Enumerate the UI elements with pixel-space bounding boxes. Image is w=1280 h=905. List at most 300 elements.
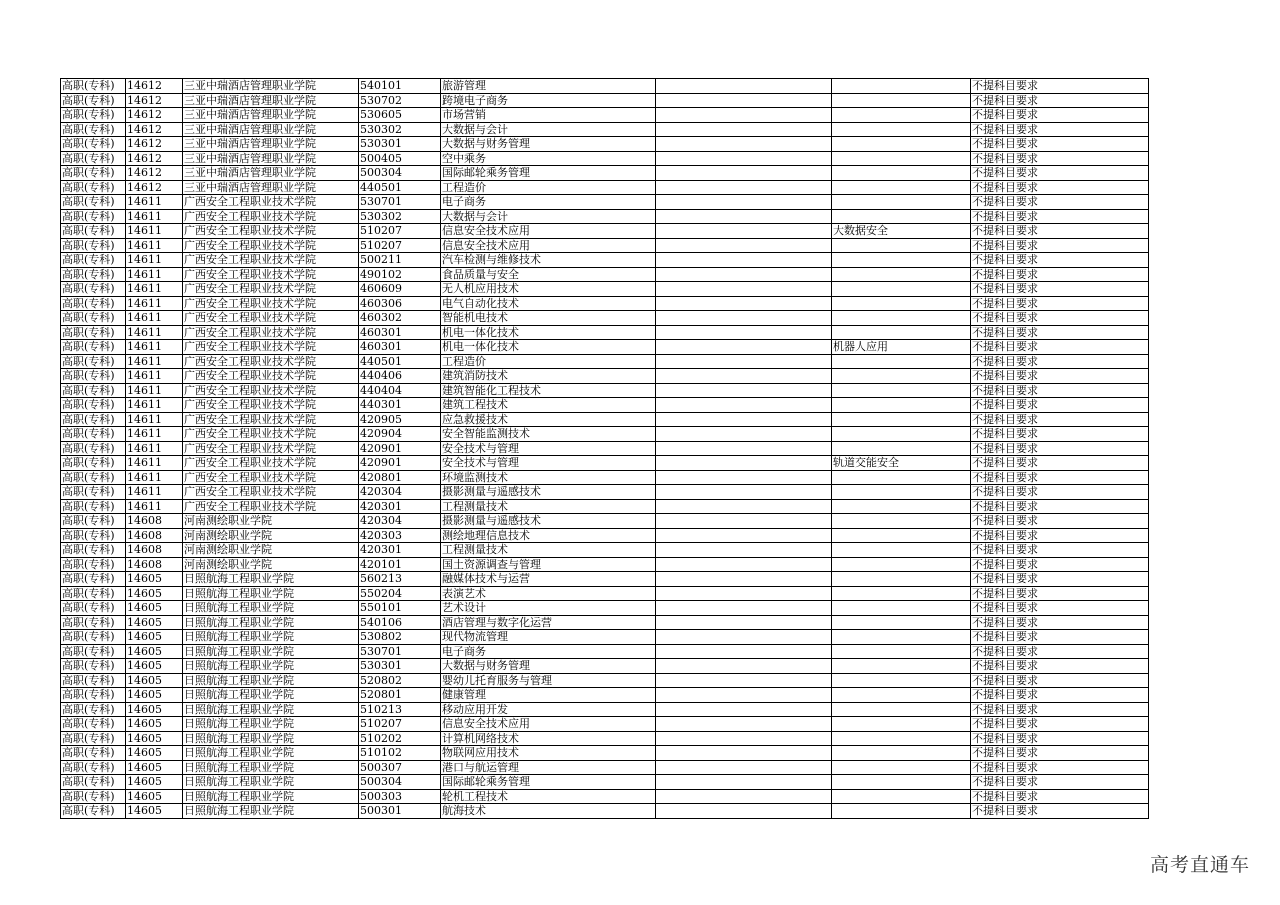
cell-major-code: 530701 bbox=[359, 644, 441, 659]
cell-major-name: 跨境电子商务 bbox=[441, 93, 656, 108]
cell-school-code: 14605 bbox=[126, 789, 183, 804]
table-row bbox=[61, 122, 1149, 137]
cell-level: 高职(专科) bbox=[61, 137, 126, 152]
table-row bbox=[61, 427, 1149, 442]
cell-school-code: 14612 bbox=[126, 180, 183, 195]
cell-note bbox=[656, 354, 832, 369]
cell-subject-requirement: 不提科目要求 bbox=[971, 383, 1149, 398]
table-row bbox=[61, 572, 1149, 587]
table-row bbox=[61, 340, 1149, 355]
cell-direction bbox=[832, 470, 971, 485]
cell-school-name: 广西安全工程职业技术学院 bbox=[183, 209, 359, 224]
cell-major-name: 物联网应用技术 bbox=[441, 746, 656, 761]
cell-level: 高职(专科) bbox=[61, 441, 126, 456]
cell-direction bbox=[832, 369, 971, 384]
cell-major-code: 460301 bbox=[359, 340, 441, 355]
cell-major-code: 530802 bbox=[359, 630, 441, 645]
table-row bbox=[61, 93, 1149, 108]
cell-subject-requirement: 不提科目要求 bbox=[971, 296, 1149, 311]
cell-direction bbox=[832, 760, 971, 775]
cell-note bbox=[656, 760, 832, 775]
cell-school-code: 14611 bbox=[126, 369, 183, 384]
cell-level: 高职(专科) bbox=[61, 702, 126, 717]
cell-level: 高职(专科) bbox=[61, 311, 126, 326]
cell-note bbox=[656, 122, 832, 137]
cell-school-code: 14611 bbox=[126, 209, 183, 224]
cell-note bbox=[656, 717, 832, 732]
cell-note bbox=[656, 644, 832, 659]
cell-major-code: 530301 bbox=[359, 659, 441, 674]
cell-level: 高职(专科) bbox=[61, 485, 126, 500]
cell-school-code: 14605 bbox=[126, 601, 183, 616]
cell-school-name: 三亚中瑞酒店管理职业学院 bbox=[183, 166, 359, 181]
cell-direction bbox=[832, 441, 971, 456]
cell-school-name: 广西安全工程职业技术学院 bbox=[183, 412, 359, 427]
cell-note bbox=[656, 296, 832, 311]
cell-direction bbox=[832, 195, 971, 210]
cell-school-code: 14608 bbox=[126, 514, 183, 529]
table-row bbox=[61, 688, 1149, 703]
cell-school-code: 14608 bbox=[126, 557, 183, 572]
cell-major-name: 国际邮轮乘务管理 bbox=[441, 775, 656, 790]
cell-major-name: 无人机应用技术 bbox=[441, 282, 656, 297]
cell-note bbox=[656, 615, 832, 630]
cell-school-code: 14611 bbox=[126, 325, 183, 340]
table-row bbox=[61, 195, 1149, 210]
table-row bbox=[61, 746, 1149, 761]
cell-level: 高职(专科) bbox=[61, 209, 126, 224]
cell-school-code: 14612 bbox=[126, 151, 183, 166]
cell-note bbox=[656, 557, 832, 572]
cell-major-name: 安全智能监测技术 bbox=[441, 427, 656, 442]
cell-note bbox=[656, 586, 832, 601]
cell-major-name: 酒店管理与数字化运营 bbox=[441, 615, 656, 630]
cell-level: 高职(专科) bbox=[61, 340, 126, 355]
cell-major-code: 560213 bbox=[359, 572, 441, 587]
cell-subject-requirement: 不提科目要求 bbox=[971, 224, 1149, 239]
cell-school-name: 广西安全工程职业技术学院 bbox=[183, 383, 359, 398]
cell-major-name: 汽车检测与维修技术 bbox=[441, 253, 656, 268]
cell-school-code: 14612 bbox=[126, 108, 183, 123]
table-row bbox=[61, 499, 1149, 514]
cell-major-name: 移动应用开发 bbox=[441, 702, 656, 717]
cell-direction bbox=[832, 688, 971, 703]
table-row bbox=[61, 702, 1149, 717]
cell-level: 高职(专科) bbox=[61, 688, 126, 703]
cell-school-code: 14608 bbox=[126, 528, 183, 543]
cell-note bbox=[656, 702, 832, 717]
cell-subject-requirement: 不提科目要求 bbox=[971, 615, 1149, 630]
cell-subject-requirement: 不提科目要求 bbox=[971, 209, 1149, 224]
cell-major-code: 510213 bbox=[359, 702, 441, 717]
cell-level: 高职(专科) bbox=[61, 659, 126, 674]
cell-subject-requirement: 不提科目要求 bbox=[971, 93, 1149, 108]
cell-school-name: 广西安全工程职业技术学院 bbox=[183, 499, 359, 514]
cell-direction bbox=[832, 746, 971, 761]
cell-note bbox=[656, 238, 832, 253]
cell-direction: 机器人应用 bbox=[832, 340, 971, 355]
cell-subject-requirement: 不提科目要求 bbox=[971, 325, 1149, 340]
table-row bbox=[61, 180, 1149, 195]
cell-school-name: 日照航海工程职业学院 bbox=[183, 804, 359, 819]
cell-subject-requirement: 不提科目要求 bbox=[971, 470, 1149, 485]
cell-level: 高职(专科) bbox=[61, 93, 126, 108]
cell-note bbox=[656, 470, 832, 485]
cell-school-name: 河南测绘职业学院 bbox=[183, 557, 359, 572]
cell-level: 高职(专科) bbox=[61, 282, 126, 297]
cell-note bbox=[656, 499, 832, 514]
cell-major-code: 530605 bbox=[359, 108, 441, 123]
cell-subject-requirement: 不提科目要求 bbox=[971, 195, 1149, 210]
cell-major-name: 环境监测技术 bbox=[441, 470, 656, 485]
cell-subject-requirement: 不提科目要求 bbox=[971, 441, 1149, 456]
cell-level: 高职(专科) bbox=[61, 543, 126, 558]
cell-subject-requirement: 不提科目要求 bbox=[971, 122, 1149, 137]
cell-school-name: 河南测绘职业学院 bbox=[183, 543, 359, 558]
cell-level: 高职(专科) bbox=[61, 427, 126, 442]
cell-school-name: 日照航海工程职业学院 bbox=[183, 702, 359, 717]
cell-level: 高职(专科) bbox=[61, 166, 126, 181]
cell-school-name: 广西安全工程职业技术学院 bbox=[183, 282, 359, 297]
cell-note bbox=[656, 282, 832, 297]
cell-school-name: 广西安全工程职业技术学院 bbox=[183, 398, 359, 413]
cell-school-name: 河南测绘职业学院 bbox=[183, 528, 359, 543]
cell-school-name: 广西安全工程职业技术学院 bbox=[183, 238, 359, 253]
cell-note bbox=[656, 398, 832, 413]
cell-level: 高职(专科) bbox=[61, 267, 126, 282]
cell-school-code: 14611 bbox=[126, 296, 183, 311]
cell-major-code: 440301 bbox=[359, 398, 441, 413]
cell-major-code: 420303 bbox=[359, 528, 441, 543]
cell-major-name: 安全技术与管理 bbox=[441, 441, 656, 456]
cell-direction bbox=[832, 775, 971, 790]
cell-subject-requirement: 不提科目要求 bbox=[971, 528, 1149, 543]
cell-major-code: 550204 bbox=[359, 586, 441, 601]
cell-major-name: 国土资源调查与管理 bbox=[441, 557, 656, 572]
cell-major-code: 500307 bbox=[359, 760, 441, 775]
cell-major-code: 500304 bbox=[359, 775, 441, 790]
table-row bbox=[61, 369, 1149, 384]
table-row bbox=[61, 108, 1149, 123]
cell-major-name: 港口与航运管理 bbox=[441, 760, 656, 775]
cell-level: 高职(专科) bbox=[61, 369, 126, 384]
cell-major-code: 420905 bbox=[359, 412, 441, 427]
cell-school-code: 14605 bbox=[126, 586, 183, 601]
cell-subject-requirement: 不提科目要求 bbox=[971, 369, 1149, 384]
cell-level: 高职(专科) bbox=[61, 789, 126, 804]
cell-school-code: 14612 bbox=[126, 122, 183, 137]
table-row bbox=[61, 354, 1149, 369]
cell-subject-requirement: 不提科目要求 bbox=[971, 267, 1149, 282]
cell-subject-requirement: 不提科目要求 bbox=[971, 514, 1149, 529]
cell-major-name: 工程造价 bbox=[441, 180, 656, 195]
cell-major-name: 电子商务 bbox=[441, 195, 656, 210]
cell-note bbox=[656, 108, 832, 123]
cell-direction bbox=[832, 543, 971, 558]
cell-subject-requirement: 不提科目要求 bbox=[971, 253, 1149, 268]
cell-school-code: 14611 bbox=[126, 253, 183, 268]
cell-level: 高职(专科) bbox=[61, 630, 126, 645]
cell-direction bbox=[832, 79, 971, 94]
table-row bbox=[61, 673, 1149, 688]
cell-level: 高职(专科) bbox=[61, 557, 126, 572]
cell-major-code: 530301 bbox=[359, 137, 441, 152]
cell-level: 高职(专科) bbox=[61, 412, 126, 427]
cell-school-code: 14611 bbox=[126, 427, 183, 442]
cell-subject-requirement: 不提科目要求 bbox=[971, 760, 1149, 775]
cell-major-name: 国际邮轮乘务管理 bbox=[441, 166, 656, 181]
cell-note bbox=[656, 514, 832, 529]
cell-level: 高职(专科) bbox=[61, 601, 126, 616]
cell-school-code: 14605 bbox=[126, 731, 183, 746]
cell-major-name: 婴幼儿托育服务与管理 bbox=[441, 673, 656, 688]
cell-major-code: 520802 bbox=[359, 673, 441, 688]
cell-school-name: 广西安全工程职业技术学院 bbox=[183, 485, 359, 500]
cell-note bbox=[656, 688, 832, 703]
cell-major-code: 420904 bbox=[359, 427, 441, 442]
cell-school-code: 14611 bbox=[126, 485, 183, 500]
cell-direction bbox=[832, 93, 971, 108]
cell-note bbox=[656, 137, 832, 152]
cell-note bbox=[656, 441, 832, 456]
cell-note bbox=[656, 746, 832, 761]
cell-direction bbox=[832, 296, 971, 311]
table-row bbox=[61, 151, 1149, 166]
cell-level: 高职(专科) bbox=[61, 224, 126, 239]
cell-major-name: 智能机电技术 bbox=[441, 311, 656, 326]
cell-major-name: 机电一体化技术 bbox=[441, 340, 656, 355]
cell-school-name: 日照航海工程职业学院 bbox=[183, 572, 359, 587]
cell-major-code: 460609 bbox=[359, 282, 441, 297]
cell-major-code: 530702 bbox=[359, 93, 441, 108]
cell-school-code: 14611 bbox=[126, 383, 183, 398]
cell-school-code: 14605 bbox=[126, 804, 183, 819]
table-row bbox=[61, 325, 1149, 340]
cell-subject-requirement: 不提科目要求 bbox=[971, 572, 1149, 587]
cell-level: 高职(专科) bbox=[61, 644, 126, 659]
cell-major-name: 轮机工程技术 bbox=[441, 789, 656, 804]
cell-subject-requirement: 不提科目要求 bbox=[971, 688, 1149, 703]
cell-school-code: 14605 bbox=[126, 688, 183, 703]
cell-school-name: 广西安全工程职业技术学院 bbox=[183, 267, 359, 282]
cell-major-name: 建筑消防技术 bbox=[441, 369, 656, 384]
cell-direction bbox=[832, 180, 971, 195]
cell-note bbox=[656, 456, 832, 471]
cell-subject-requirement: 不提科目要求 bbox=[971, 586, 1149, 601]
table-row bbox=[61, 209, 1149, 224]
watermark-text: 高考直通车 bbox=[1149, 854, 1250, 876]
cell-major-code: 490102 bbox=[359, 267, 441, 282]
table-row bbox=[61, 311, 1149, 326]
cell-major-name: 信息安全技术应用 bbox=[441, 238, 656, 253]
cell-school-code: 14605 bbox=[126, 717, 183, 732]
cell-note bbox=[656, 195, 832, 210]
cell-level: 高职(专科) bbox=[61, 238, 126, 253]
cell-major-code: 500304 bbox=[359, 166, 441, 181]
cell-level: 高职(专科) bbox=[61, 456, 126, 471]
cell-level: 高职(专科) bbox=[61, 108, 126, 123]
cell-level: 高职(专科) bbox=[61, 398, 126, 413]
cell-direction bbox=[832, 412, 971, 427]
cell-subject-requirement: 不提科目要求 bbox=[971, 804, 1149, 819]
table-row bbox=[61, 528, 1149, 543]
cell-subject-requirement: 不提科目要求 bbox=[971, 180, 1149, 195]
cell-school-code: 14605 bbox=[126, 673, 183, 688]
cell-school-name: 广西安全工程职业技术学院 bbox=[183, 427, 359, 442]
cell-level: 高职(专科) bbox=[61, 180, 126, 195]
cell-school-name: 三亚中瑞酒店管理职业学院 bbox=[183, 122, 359, 137]
cell-level: 高职(专科) bbox=[61, 572, 126, 587]
cell-level: 高职(专科) bbox=[61, 253, 126, 268]
cell-subject-requirement: 不提科目要求 bbox=[971, 108, 1149, 123]
cell-subject-requirement: 不提科目要求 bbox=[971, 282, 1149, 297]
cell-direction bbox=[832, 238, 971, 253]
cell-subject-requirement: 不提科目要求 bbox=[971, 557, 1149, 572]
cell-school-code: 14605 bbox=[126, 775, 183, 790]
cell-school-code: 14612 bbox=[126, 137, 183, 152]
cell-school-name: 日照航海工程职业学院 bbox=[183, 601, 359, 616]
cell-subject-requirement: 不提科目要求 bbox=[971, 398, 1149, 413]
cell-major-name: 大数据与会计 bbox=[441, 209, 656, 224]
cell-level: 高职(专科) bbox=[61, 514, 126, 529]
cell-major-code: 420301 bbox=[359, 499, 441, 514]
cell-major-code: 420301 bbox=[359, 543, 441, 558]
cell-major-name: 摄影测量与遥感技术 bbox=[441, 514, 656, 529]
cell-school-name: 广西安全工程职业技术学院 bbox=[183, 441, 359, 456]
table-row bbox=[61, 717, 1149, 732]
cell-school-name: 日照航海工程职业学院 bbox=[183, 775, 359, 790]
cell-direction bbox=[832, 514, 971, 529]
cell-major-code: 540101 bbox=[359, 79, 441, 94]
cell-major-name: 测绘地理信息技术 bbox=[441, 528, 656, 543]
cell-note bbox=[656, 180, 832, 195]
cell-subject-requirement: 不提科目要求 bbox=[971, 644, 1149, 659]
table-row bbox=[61, 644, 1149, 659]
cell-school-name: 日照航海工程职业学院 bbox=[183, 731, 359, 746]
cell-note bbox=[656, 630, 832, 645]
cell-direction bbox=[832, 282, 971, 297]
cell-note bbox=[656, 731, 832, 746]
cell-school-name: 日照航海工程职业学院 bbox=[183, 746, 359, 761]
cell-direction bbox=[832, 615, 971, 630]
cell-note bbox=[656, 601, 832, 616]
cell-subject-requirement: 不提科目要求 bbox=[971, 166, 1149, 181]
cell-subject-requirement: 不提科目要求 bbox=[971, 717, 1149, 732]
cell-note bbox=[656, 209, 832, 224]
cell-direction bbox=[832, 354, 971, 369]
cell-school-name: 广西安全工程职业技术学院 bbox=[183, 456, 359, 471]
table-row bbox=[61, 731, 1149, 746]
cell-level: 高职(专科) bbox=[61, 746, 126, 761]
cell-major-name: 摄影测量与遥感技术 bbox=[441, 485, 656, 500]
cell-school-name: 日照航海工程职业学院 bbox=[183, 615, 359, 630]
cell-school-code: 14611 bbox=[126, 340, 183, 355]
cell-direction bbox=[832, 644, 971, 659]
cell-school-code: 14611 bbox=[126, 398, 183, 413]
cell-school-name: 广西安全工程职业技术学院 bbox=[183, 311, 359, 326]
cell-major-code: 440501 bbox=[359, 180, 441, 195]
cell-major-code: 500303 bbox=[359, 789, 441, 804]
cell-school-code: 14605 bbox=[126, 702, 183, 717]
table-row bbox=[61, 514, 1149, 529]
cell-school-name: 日照航海工程职业学院 bbox=[183, 586, 359, 601]
table-row bbox=[61, 224, 1149, 239]
cell-major-name: 大数据与会计 bbox=[441, 122, 656, 137]
cell-subject-requirement: 不提科目要求 bbox=[971, 499, 1149, 514]
cell-major-code: 420901 bbox=[359, 441, 441, 456]
cell-major-code: 510102 bbox=[359, 746, 441, 761]
cell-direction bbox=[832, 427, 971, 442]
cell-subject-requirement: 不提科目要求 bbox=[971, 702, 1149, 717]
cell-note bbox=[656, 673, 832, 688]
cell-note bbox=[656, 253, 832, 268]
cell-subject-requirement: 不提科目要求 bbox=[971, 673, 1149, 688]
cell-direction bbox=[832, 383, 971, 398]
cell-school-code: 14605 bbox=[126, 746, 183, 761]
cell-major-name: 健康管理 bbox=[441, 688, 656, 703]
table-row bbox=[61, 383, 1149, 398]
cell-major-code: 520801 bbox=[359, 688, 441, 703]
cell-school-name: 广西安全工程职业技术学院 bbox=[183, 354, 359, 369]
cell-major-name: 工程造价 bbox=[441, 354, 656, 369]
cell-level: 高职(专科) bbox=[61, 760, 126, 775]
spreadsheet-sheet bbox=[60, 78, 1149, 819]
cell-major-code: 420101 bbox=[359, 557, 441, 572]
cell-note bbox=[656, 572, 832, 587]
cell-direction bbox=[832, 702, 971, 717]
cell-level: 高职(专科) bbox=[61, 804, 126, 819]
cell-school-name: 日照航海工程职业学院 bbox=[183, 789, 359, 804]
cell-major-name: 表演艺术 bbox=[441, 586, 656, 601]
cell-major-name: 大数据与财务管理 bbox=[441, 137, 656, 152]
cell-school-code: 14611 bbox=[126, 267, 183, 282]
cell-direction bbox=[832, 804, 971, 819]
cell-direction bbox=[832, 717, 971, 732]
cell-direction bbox=[832, 659, 971, 674]
table-row bbox=[61, 630, 1149, 645]
table-row bbox=[61, 282, 1149, 297]
cell-level: 高职(专科) bbox=[61, 383, 126, 398]
cell-note bbox=[656, 224, 832, 239]
cell-school-name: 广西安全工程职业技术学院 bbox=[183, 224, 359, 239]
cell-note bbox=[656, 775, 832, 790]
table-row bbox=[61, 296, 1149, 311]
cell-major-name: 工程测量技术 bbox=[441, 543, 656, 558]
cell-subject-requirement: 不提科目要求 bbox=[971, 731, 1149, 746]
table-row bbox=[61, 398, 1149, 413]
cell-major-name: 旅游管理 bbox=[441, 79, 656, 94]
cell-major-name: 建筑工程技术 bbox=[441, 398, 656, 413]
table-row bbox=[61, 253, 1149, 268]
cell-school-code: 14605 bbox=[126, 644, 183, 659]
cell-subject-requirement: 不提科目要求 bbox=[971, 543, 1149, 558]
cell-level: 高职(专科) bbox=[61, 528, 126, 543]
cell-school-code: 14611 bbox=[126, 412, 183, 427]
cell-major-code: 510202 bbox=[359, 731, 441, 746]
cell-direction bbox=[832, 209, 971, 224]
cell-major-name: 建筑智能化工程技术 bbox=[441, 383, 656, 398]
cell-note bbox=[656, 412, 832, 427]
cell-level: 高职(专科) bbox=[61, 470, 126, 485]
cell-school-name: 三亚中瑞酒店管理职业学院 bbox=[183, 79, 359, 94]
cell-school-name: 三亚中瑞酒店管理职业学院 bbox=[183, 93, 359, 108]
cell-subject-requirement: 不提科目要求 bbox=[971, 427, 1149, 442]
cell-direction bbox=[832, 528, 971, 543]
cell-school-code: 14611 bbox=[126, 311, 183, 326]
cell-subject-requirement: 不提科目要求 bbox=[971, 746, 1149, 761]
cell-subject-requirement: 不提科目要求 bbox=[971, 630, 1149, 645]
cell-note bbox=[656, 383, 832, 398]
